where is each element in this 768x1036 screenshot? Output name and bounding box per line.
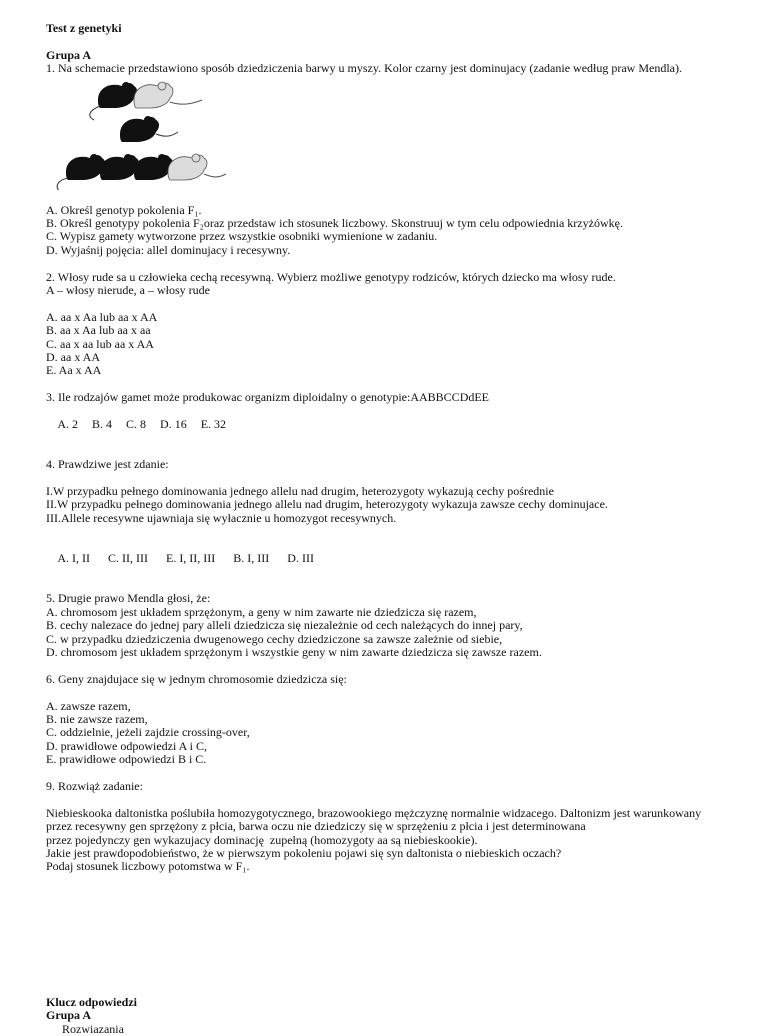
mouse-diagram-svg: [46, 80, 266, 190]
document-title: Test z genetyki: [46, 21, 122, 35]
question-2-option-a: A. aa x Aa lub aa x AA: [46, 309, 158, 324]
question-2-text: 2. Włosy rude sa u człowieka cechą recesywną. Wybierz możliwe genotypy rodziców, których dziecko ma włosy rude.: [46, 269, 616, 284]
parent-black-mouse: [90, 82, 137, 120]
question-5-option-d: D. chromosom jest układem sprzężonym i wszystkie geny w nim zawarte dziedzicza się zawsze razem.: [46, 644, 542, 659]
question-3-option-e: E. 32: [200, 417, 227, 432]
question-5-option-a: A. chromosom jest układem sprzężonym, a geny w nim zawarte nie dziedzicza się razem,: [46, 604, 477, 619]
question-4-option-e: E. I, II, III: [165, 551, 216, 566]
answer-key-group: Grupa A: [46, 1008, 92, 1023]
f2-black-mouse-1: [57, 154, 105, 190]
question-4-statement-1: I.W przypadku pełnego dominowania jednego allelu nad drugim, heterozygoty wykazują cechy pośrednie: [46, 484, 554, 499]
question-6-option-c: C. oddzielnie, jeżeli zajdzie crossing-over,: [46, 725, 250, 740]
question-3-option-c: C. 8: [126, 417, 147, 432]
document-page: [46, 22, 746, 1036]
mouse-inheritance-diagram: [46, 80, 266, 190]
question-5-text: 5. Drugie prawo Mendla głosi, że:: [46, 591, 211, 606]
question-9-line-1: Niebieskooka daltonistka poślubiła homozygotycznego, brazowookiego mężczyznę normalnie widzacego. Daltonizm jest warunkowany: [46, 805, 702, 820]
question-2-legend: A – włosy nierude, a – włosy rude: [46, 283, 210, 298]
answer-key-title: Klucz odpowiedzi: [46, 994, 138, 1009]
question-1-d: D. Wyjaśnij pojęcia: allel dominujacy i recesywny.: [46, 242, 291, 257]
f1-black-mouse: [120, 116, 178, 142]
question-6-option-a: A. zawsze razem,: [46, 698, 131, 713]
question-6-option-b: B. nie zawsze razem,: [46, 711, 148, 726]
question-9-line-2: przez recesywny gen sprzężony z płcia, barwa oczu nie dziedziczy się w sprzężeniu z płcia i jest determinowana: [46, 819, 586, 834]
question-3-option-b: B. 4: [92, 417, 113, 432]
question-9-line-5: Podaj stosunek liczbowy potomstwa w F₁.: [46, 859, 250, 874]
question-4-option-b: B. I, III: [233, 551, 270, 566]
group-label: Grupa A: [46, 47, 92, 62]
question-9-line-4: Jakie jest prawdopodobieństwo, że w pierwszym pokoleniu pojawi się syn daltonista o niebieskich oczach?: [46, 845, 562, 860]
question-2-option-b: B. aa x Aa lub aa x aa: [46, 323, 151, 338]
question-6-option-e: E. prawidłowe odpowiedzi B i C.: [46, 752, 207, 767]
question-1-c: C. Wypisz gamety wytworzone przez wszystkie osobniki wymienione w zadaniu.: [46, 229, 438, 244]
question-2-option-c: C. aa x aa lub aa x AA: [46, 336, 154, 351]
question-4-option-a: A. I, II: [57, 551, 90, 566]
question-2-option-e: E. Aa x AA: [46, 363, 102, 378]
question-9-text: 9. Rozwiąż zadanie:: [46, 778, 143, 793]
f2-black-mouse-3: [134, 154, 173, 180]
question-6-text: 6. Geny znajdujace się w jednym chromosomie dziedzicza się:: [46, 671, 347, 686]
parent-white-mouse: [134, 82, 202, 108]
question-9-line-3: przez pojedynczy gen wykazujacy dominację zupełną (homozygoty aa są niebieskookie).: [46, 832, 478, 847]
f2-white-mouse: [168, 154, 226, 180]
question-6-option-d: D. prawidłowe odpowiedzi A i C,: [46, 738, 207, 753]
f2-black-mouse-2: [100, 154, 139, 180]
question-3-option-a: A. 2: [57, 417, 79, 432]
question-5-option-c: C. w przypadku dziedziczenia dwugenowego cechy dziedziczone sa zawsze zależnie od siebie,: [46, 631, 503, 646]
question-3-text: 3. Ile rodzajów gamet może produkowac organizm diploidalny o genotypie:AABBCCDdEE: [46, 390, 490, 405]
question-3-option-d: D. 16: [160, 417, 187, 432]
question-4-options: [46, 539, 746, 579]
question-3-options: [46, 405, 746, 445]
question-1-a: A. Określ genotyp pokolenia F₁.: [46, 202, 202, 217]
question-4-option-c: C. II, III: [108, 551, 148, 566]
question-4-statement-2: II.W przypadku pełnego dominowania jednego allelu nad drugim, heterozygoty wykazuja zawsze cechy dominujace.: [46, 497, 608, 512]
question-1-text: 1. Na schemacie przedstawiono sposób dziedziczenia barwy u myszy. Kolor czarny jest dominujacy (zadanie według praw Mendla).: [46, 61, 682, 76]
answer-key-solutions: Rozwiazania: [62, 1021, 124, 1036]
question-4-statement-3: III.Allele recesywne ujawniaja się wyłacznie u homozygot recesywnych.: [46, 510, 397, 525]
question-1-b: B. Określ genotypy pokolenia F₂oraz przedstaw ich stosunek liczbowy. Skonstruuj w tym celu odpowiednia krzyżówkę.: [46, 216, 623, 231]
question-4-option-d: D. III: [287, 551, 314, 566]
question-2-option-d: D. aa x AA: [46, 350, 100, 365]
question-4-text: 4. Prawdziwe jest zdanie:: [46, 457, 169, 472]
question-5-option-b: B. cechy nalezace do jednej pary alleli dziedzicza się niezależnie od cech należących do innej pary,: [46, 618, 523, 633]
